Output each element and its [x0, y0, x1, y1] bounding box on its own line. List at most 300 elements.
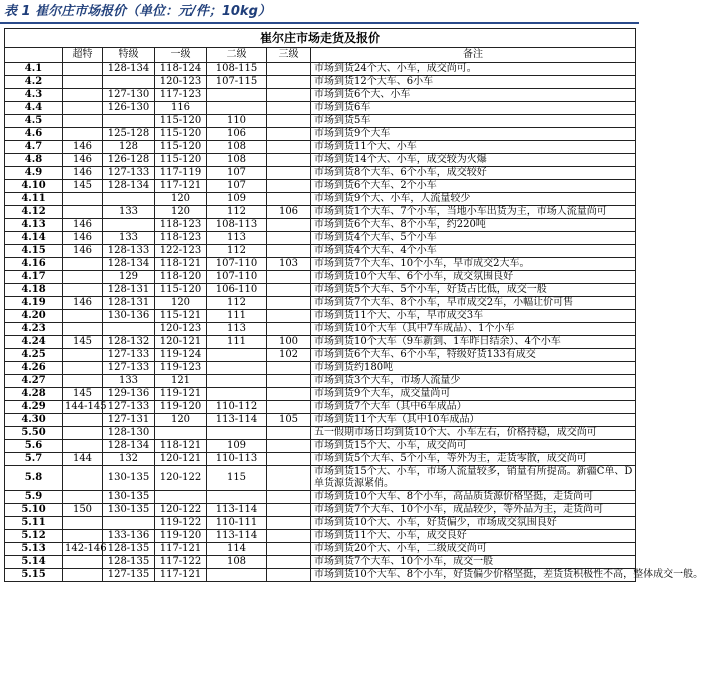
header-cell-grade1: 一级 — [155, 48, 207, 63]
grade3-cell — [267, 167, 311, 180]
grade2-cell — [207, 89, 267, 102]
header-cell-grade2: 二级 — [207, 48, 267, 63]
special-cell: 126-130 — [103, 102, 155, 115]
grade2-cell: 112 — [207, 297, 267, 310]
date-cell: 5.6 — [5, 440, 63, 453]
grade1-cell: 117-121 — [155, 569, 207, 582]
date-cell: 5.15 — [5, 569, 63, 582]
date-cell: 4.28 — [5, 388, 63, 401]
table-row — [5, 453, 636, 466]
grade3-cell — [267, 375, 311, 388]
special-cell — [103, 219, 155, 232]
grade3-cell — [267, 556, 311, 569]
super-cell: 146 — [63, 154, 103, 167]
super-cell — [63, 491, 103, 504]
grade3-cell — [267, 154, 311, 167]
grade2-cell: 107-110 — [207, 271, 267, 284]
special-cell: 127-131 — [103, 414, 155, 427]
super-cell: 144 — [63, 453, 103, 466]
grade2-cell: 108-113 — [207, 219, 267, 232]
grade2-cell: 113-114 — [207, 530, 267, 543]
table-row — [5, 336, 636, 349]
note-cell: 市场到货7个大车、10个小车，早市成交2大车。 — [311, 258, 636, 271]
note-cell: 市场到货10个大车、8个小车，高品质货源价格坚挺，走货尚可 — [311, 491, 636, 504]
table-row — [5, 323, 636, 336]
grade2-cell — [207, 491, 267, 504]
note-cell: 市场到货7个大车、10个小车，成交一般 — [311, 556, 636, 569]
date-cell: 5.10 — [5, 504, 63, 517]
grade3-cell: 100 — [267, 336, 311, 349]
grade1-cell: 121 — [155, 375, 207, 388]
special-cell: 127-133 — [103, 167, 155, 180]
note-cell: 市场到货10个大、小车，好货偏少，市场成交氛围良好 — [311, 517, 636, 530]
date-cell: 4.17 — [5, 271, 63, 284]
super-cell — [63, 206, 103, 219]
special-cell: 129-136 — [103, 388, 155, 401]
date-cell: 5.11 — [5, 517, 63, 530]
super-cell — [63, 556, 103, 569]
grade1-cell: 119-122 — [155, 517, 207, 530]
grade1-cell: 116 — [155, 102, 207, 115]
special-cell: 126-128 — [103, 154, 155, 167]
date-cell: 5.13 — [5, 543, 63, 556]
table-title: 崔尔庄市场走货及报价 — [5, 29, 636, 48]
note-cell: 市场到货3个大车，市场人流量少 — [311, 375, 636, 388]
grade2-cell: 108 — [207, 556, 267, 569]
note-cell: 市场到货4个大车、4个小车 — [311, 245, 636, 258]
grade2-cell: 109 — [207, 440, 267, 453]
grade2-cell — [207, 388, 267, 401]
grade1-cell: 117-123 — [155, 89, 207, 102]
super-cell: 146 — [63, 297, 103, 310]
grade3-cell — [267, 388, 311, 401]
grade3-cell — [267, 517, 311, 530]
grade3-cell — [267, 323, 311, 336]
grade1-cell: 119-120 — [155, 530, 207, 543]
table-row — [5, 154, 636, 167]
grade1-cell: 120-123 — [155, 76, 207, 89]
grade3-cell — [267, 180, 311, 193]
note-cell: 市场到货5车 — [311, 115, 636, 128]
note-cell: 市场到货8个大车、6个小车，成交较好 — [311, 167, 636, 180]
table-row — [5, 102, 636, 115]
note-cell: 市场到货6个大车、8个小车，约220吨 — [311, 219, 636, 232]
note-cell: 市场到货6个大车、2个小车 — [311, 180, 636, 193]
grade3-cell: 105 — [267, 414, 311, 427]
date-cell: 4.7 — [5, 141, 63, 154]
header-cell-super: 超特 — [63, 48, 103, 63]
grade3-cell — [267, 427, 311, 440]
grade3-cell — [267, 232, 311, 245]
super-cell — [63, 89, 103, 102]
grade3-cell — [267, 362, 311, 375]
grade2-cell: 115 — [207, 466, 267, 491]
special-cell: 133 — [103, 206, 155, 219]
grade3-cell — [267, 141, 311, 154]
date-cell: 4.9 — [5, 167, 63, 180]
grade2-cell: 110 — [207, 115, 267, 128]
super-cell — [63, 466, 103, 491]
grade1-cell: 117-121 — [155, 543, 207, 556]
special-cell: 129 — [103, 271, 155, 284]
table-row — [5, 375, 636, 388]
table-row — [5, 297, 636, 310]
grade1-cell: 115-121 — [155, 310, 207, 323]
note-cell: 市场到货6个大车、6个小车，特级好货133有成交 — [311, 349, 636, 362]
super-cell: 146 — [63, 141, 103, 154]
super-cell — [63, 193, 103, 206]
grade3-cell — [267, 115, 311, 128]
grade1-cell: 120-122 — [155, 504, 207, 517]
super-cell — [63, 530, 103, 543]
date-cell: 4.18 — [5, 284, 63, 297]
grade1-cell: 118-123 — [155, 219, 207, 232]
note-cell: 市场到货7个大车、8个小车，早市成交2车，小幅让价可售 — [311, 297, 636, 310]
note-cell: 市场到货7个大车（其中6车成品） — [311, 401, 636, 414]
grade2-cell: 107 — [207, 180, 267, 193]
date-cell: 5.12 — [5, 530, 63, 543]
table-row — [5, 466, 636, 491]
grade1-cell: 122-123 — [155, 245, 207, 258]
super-cell: 142-146 — [63, 543, 103, 556]
table-row — [5, 556, 636, 569]
date-cell: 4.26 — [5, 362, 63, 375]
special-cell: 128-134 — [103, 180, 155, 193]
grade1-cell: 118-121 — [155, 440, 207, 453]
date-cell: 4.4 — [5, 102, 63, 115]
table-row — [5, 530, 636, 543]
super-cell — [63, 310, 103, 323]
grade2-cell: 113 — [207, 232, 267, 245]
grade2-cell: 108-115 — [207, 63, 267, 76]
super-cell: 146 — [63, 232, 103, 245]
grade1-cell: 115-120 — [155, 141, 207, 154]
table-row — [5, 89, 636, 102]
super-cell — [63, 349, 103, 362]
date-cell: 5.50 — [5, 427, 63, 440]
special-cell: 133 — [103, 375, 155, 388]
note-cell: 五一假期市场日均到货10个大、小车左右，价格持稳，成交尚可 — [311, 427, 636, 440]
date-cell: 4.3 — [5, 89, 63, 102]
table-row — [5, 440, 636, 453]
grade2-cell: 106 — [207, 128, 267, 141]
table-row — [5, 284, 636, 297]
special-cell: 130-135 — [103, 504, 155, 517]
note-cell: 市场到货20个大、小车，二级成交尚可 — [311, 543, 636, 556]
grade2-cell: 110-112 — [207, 401, 267, 414]
date-cell: 4.5 — [5, 115, 63, 128]
table-row — [5, 401, 636, 414]
date-cell: 4.14 — [5, 232, 63, 245]
super-cell — [63, 102, 103, 115]
table-row — [5, 76, 636, 89]
table-row — [5, 504, 636, 517]
special-cell: 127-133 — [103, 401, 155, 414]
special-cell: 133 — [103, 232, 155, 245]
date-cell: 4.6 — [5, 128, 63, 141]
table-row — [5, 427, 636, 440]
date-cell: 4.1 — [5, 63, 63, 76]
super-cell: 150 — [63, 504, 103, 517]
grade2-cell: 109 — [207, 193, 267, 206]
grade1-cell: 120-122 — [155, 466, 207, 491]
date-cell: 5.9 — [5, 491, 63, 504]
date-cell: 4.29 — [5, 401, 63, 414]
grade1-cell: 117-121 — [155, 180, 207, 193]
grade1-cell: 118-124 — [155, 63, 207, 76]
header-cell-date — [5, 48, 63, 63]
special-cell: 128-131 — [103, 284, 155, 297]
special-cell: 128-134 — [103, 63, 155, 76]
grade1-cell: 119-124 — [155, 349, 207, 362]
grade2-cell — [207, 569, 267, 582]
table-row — [5, 128, 636, 141]
date-cell: 4.23 — [5, 323, 63, 336]
grade3-cell — [267, 271, 311, 284]
table-caption: 表 1 崔尔庄市场报价（单位：元/件；10kg） — [4, 4, 271, 19]
super-cell — [63, 414, 103, 427]
date-cell: 4.13 — [5, 219, 63, 232]
grade2-cell: 113-114 — [207, 414, 267, 427]
super-cell — [63, 76, 103, 89]
date-cell: 4.12 — [5, 206, 63, 219]
header-cell-grade3: 三级 — [267, 48, 311, 63]
grade3-cell: 103 — [267, 258, 311, 271]
super-cell: 146 — [63, 167, 103, 180]
grade3-cell — [267, 310, 311, 323]
special-cell: 127-135 — [103, 569, 155, 582]
date-cell: 4.15 — [5, 245, 63, 258]
super-cell — [63, 258, 103, 271]
grade3-cell — [267, 401, 311, 414]
note-cell: 市场到货9个大、小车，人流量较少 — [311, 193, 636, 206]
table-row — [5, 414, 636, 427]
special-cell: 128-135 — [103, 543, 155, 556]
grade1-cell: 115-120 — [155, 128, 207, 141]
note-cell: 市场到货6个大、小车 — [311, 89, 636, 102]
grade2-cell: 107-115 — [207, 76, 267, 89]
table-row — [5, 517, 636, 530]
grade3-cell — [267, 297, 311, 310]
price-table — [4, 28, 703, 582]
note-cell: 市场到货9个大车 — [311, 128, 636, 141]
grade2-cell — [207, 427, 267, 440]
date-cell: 4.27 — [5, 375, 63, 388]
special-cell: 127-133 — [103, 349, 155, 362]
table-row — [5, 543, 636, 556]
special-cell: 128-132 — [103, 336, 155, 349]
grade1-cell: 119-123 — [155, 362, 207, 375]
special-cell: 130-136 — [103, 310, 155, 323]
header-cell-special: 特级 — [103, 48, 155, 63]
note-cell: 市场到货11个大、小车，早市成交3车 — [311, 310, 636, 323]
grade1-cell — [155, 491, 207, 504]
note-cell: 市场到货4个大车、5个小车 — [311, 232, 636, 245]
grade1-cell: 119-120 — [155, 401, 207, 414]
table-row — [5, 167, 636, 180]
super-cell — [63, 128, 103, 141]
grade1-cell: 118-121 — [155, 258, 207, 271]
grade2-cell: 107 — [207, 167, 267, 180]
table-row — [5, 232, 636, 245]
grade3-cell — [267, 63, 311, 76]
grade3-cell — [267, 504, 311, 517]
date-cell: 4.16 — [5, 258, 63, 271]
grade3-cell — [267, 76, 311, 89]
grade3-cell: 102 — [267, 349, 311, 362]
note-cell: 市场到货10个大车（9车新到、1车昨日结余）、4个小车 — [311, 336, 636, 349]
super-cell — [63, 440, 103, 453]
note-cell: 市场到货9个大车，成交量尚可 — [311, 388, 636, 401]
grade2-cell: 108 — [207, 141, 267, 154]
note-cell: 市场到货10个大车、8个小车，好货偏少价格坚挺，差货货积极性不高，整体成交一般。 — [311, 569, 636, 582]
special-cell: 127-133 — [103, 362, 155, 375]
special-cell: 128-134 — [103, 440, 155, 453]
note-cell: 市场到货24个大、小车，成交尚可。 — [311, 63, 636, 76]
grade3-cell — [267, 530, 311, 543]
grade1-cell: 120 — [155, 193, 207, 206]
super-cell — [63, 323, 103, 336]
super-cell: 145 — [63, 336, 103, 349]
table-row — [5, 115, 636, 128]
grade2-cell — [207, 375, 267, 388]
date-cell: 5.14 — [5, 556, 63, 569]
grade2-cell: 113-114 — [207, 504, 267, 517]
date-cell: 4.10 — [5, 180, 63, 193]
table-row — [5, 219, 636, 232]
super-cell — [63, 271, 103, 284]
table-row — [5, 141, 636, 154]
super-cell — [63, 517, 103, 530]
grade1-cell: 118-120 — [155, 271, 207, 284]
super-cell — [63, 362, 103, 375]
super-cell — [63, 115, 103, 128]
super-cell: 146 — [63, 219, 103, 232]
special-cell: 128-135 — [103, 556, 155, 569]
grade3-cell: 106 — [267, 206, 311, 219]
grade3-cell — [267, 466, 311, 491]
table-row — [5, 362, 636, 375]
date-cell: 4.8 — [5, 154, 63, 167]
grade2-cell: 111 — [207, 310, 267, 323]
grade2-cell — [207, 102, 267, 115]
table-title-row — [5, 29, 636, 48]
date-cell: 5.7 — [5, 453, 63, 466]
grade3-cell — [267, 284, 311, 297]
special-cell: 133-136 — [103, 530, 155, 543]
note-cell: 市场到货1个大车、7个小车，当地小车出货为主，市场人流量尚可 — [311, 206, 636, 219]
grade3-cell — [267, 128, 311, 141]
special-cell — [103, 115, 155, 128]
special-cell: 130-135 — [103, 466, 155, 491]
date-cell: 5.8 — [5, 466, 63, 491]
grade1-cell: 117-119 — [155, 167, 207, 180]
date-cell: 4.19 — [5, 297, 63, 310]
grade1-cell: 118-123 — [155, 232, 207, 245]
grade3-cell — [267, 491, 311, 504]
table-row — [5, 258, 636, 271]
table-row — [5, 193, 636, 206]
grade1-cell: 117-122 — [155, 556, 207, 569]
special-cell — [103, 76, 155, 89]
grade1-cell: 115-120 — [155, 115, 207, 128]
super-cell: 145 — [63, 180, 103, 193]
grade3-cell — [267, 89, 311, 102]
note-cell: 市场到货5个大车、5个小车，等外为主，走货零散，成交尚可 — [311, 453, 636, 466]
grade1-cell: 115-120 — [155, 154, 207, 167]
caption-divider — [0, 22, 639, 24]
super-cell — [63, 284, 103, 297]
super-cell — [63, 427, 103, 440]
special-cell: 128-130 — [103, 427, 155, 440]
grade2-cell — [207, 362, 267, 375]
table-row — [5, 388, 636, 401]
date-cell: 4.25 — [5, 349, 63, 362]
table-row — [5, 569, 636, 582]
super-cell — [63, 569, 103, 582]
note-cell: 市场到货7个大车、10个小车，成品较少，等外品为主，走货尚可 — [311, 504, 636, 517]
grade1-cell: 120 — [155, 414, 207, 427]
table-row — [5, 491, 636, 504]
special-cell: 127-130 — [103, 89, 155, 102]
super-cell: 146 — [63, 245, 103, 258]
note-cell: 市场到货5个大车、5个小车，好货占比低，成交一般 — [311, 284, 636, 297]
grade1-cell: 115-120 — [155, 284, 207, 297]
price-table-body — [5, 29, 703, 582]
header-cell-notes: 备注 — [311, 48, 636, 63]
grade2-cell: 108 — [207, 154, 267, 167]
grade1-cell: 119-121 — [155, 388, 207, 401]
grade1-cell: 120 — [155, 297, 207, 310]
grade2-cell: 110-113 — [207, 453, 267, 466]
date-cell: 4.30 — [5, 414, 63, 427]
grade3-cell — [267, 193, 311, 206]
date-cell: 4.24 — [5, 336, 63, 349]
grade2-cell: 106-110 — [207, 284, 267, 297]
table-row — [5, 63, 636, 76]
note-cell: 市场到货6车 — [311, 102, 636, 115]
table-row — [5, 206, 636, 219]
note-cell: 市场到货15个大、小车，成交尚可 — [311, 440, 636, 453]
special-cell: 128-131 — [103, 297, 155, 310]
table-row — [5, 271, 636, 284]
special-cell: 128-133 — [103, 245, 155, 258]
grade2-cell: 112 — [207, 245, 267, 258]
note-cell: 市场到货11个大车（其中10车成品） — [311, 414, 636, 427]
grade1-cell — [155, 427, 207, 440]
super-cell — [63, 375, 103, 388]
special-cell — [103, 517, 155, 530]
grade2-cell: 107-110 — [207, 258, 267, 271]
table-header-row — [5, 48, 636, 63]
grade2-cell: 110-111 — [207, 517, 267, 530]
grade2-cell: 113 — [207, 323, 267, 336]
grade2-cell: 114 — [207, 543, 267, 556]
grade1-cell: 120 — [155, 206, 207, 219]
grade3-cell — [267, 453, 311, 466]
note-cell: 市场到货11个大、小车 — [311, 141, 636, 154]
special-cell: 130-135 — [103, 491, 155, 504]
grade3-cell — [267, 245, 311, 258]
super-cell: 145 — [63, 388, 103, 401]
note-cell: 市场到货10个大车（其中7车成品）、1个小车 — [311, 323, 636, 336]
grade2-cell — [207, 349, 267, 362]
special-cell: 128-134 — [103, 258, 155, 271]
grade3-cell — [267, 440, 311, 453]
super-cell — [63, 63, 103, 76]
note-cell: 市场到货11个大、小车，成交良好 — [311, 530, 636, 543]
grade2-cell: 112 — [207, 206, 267, 219]
